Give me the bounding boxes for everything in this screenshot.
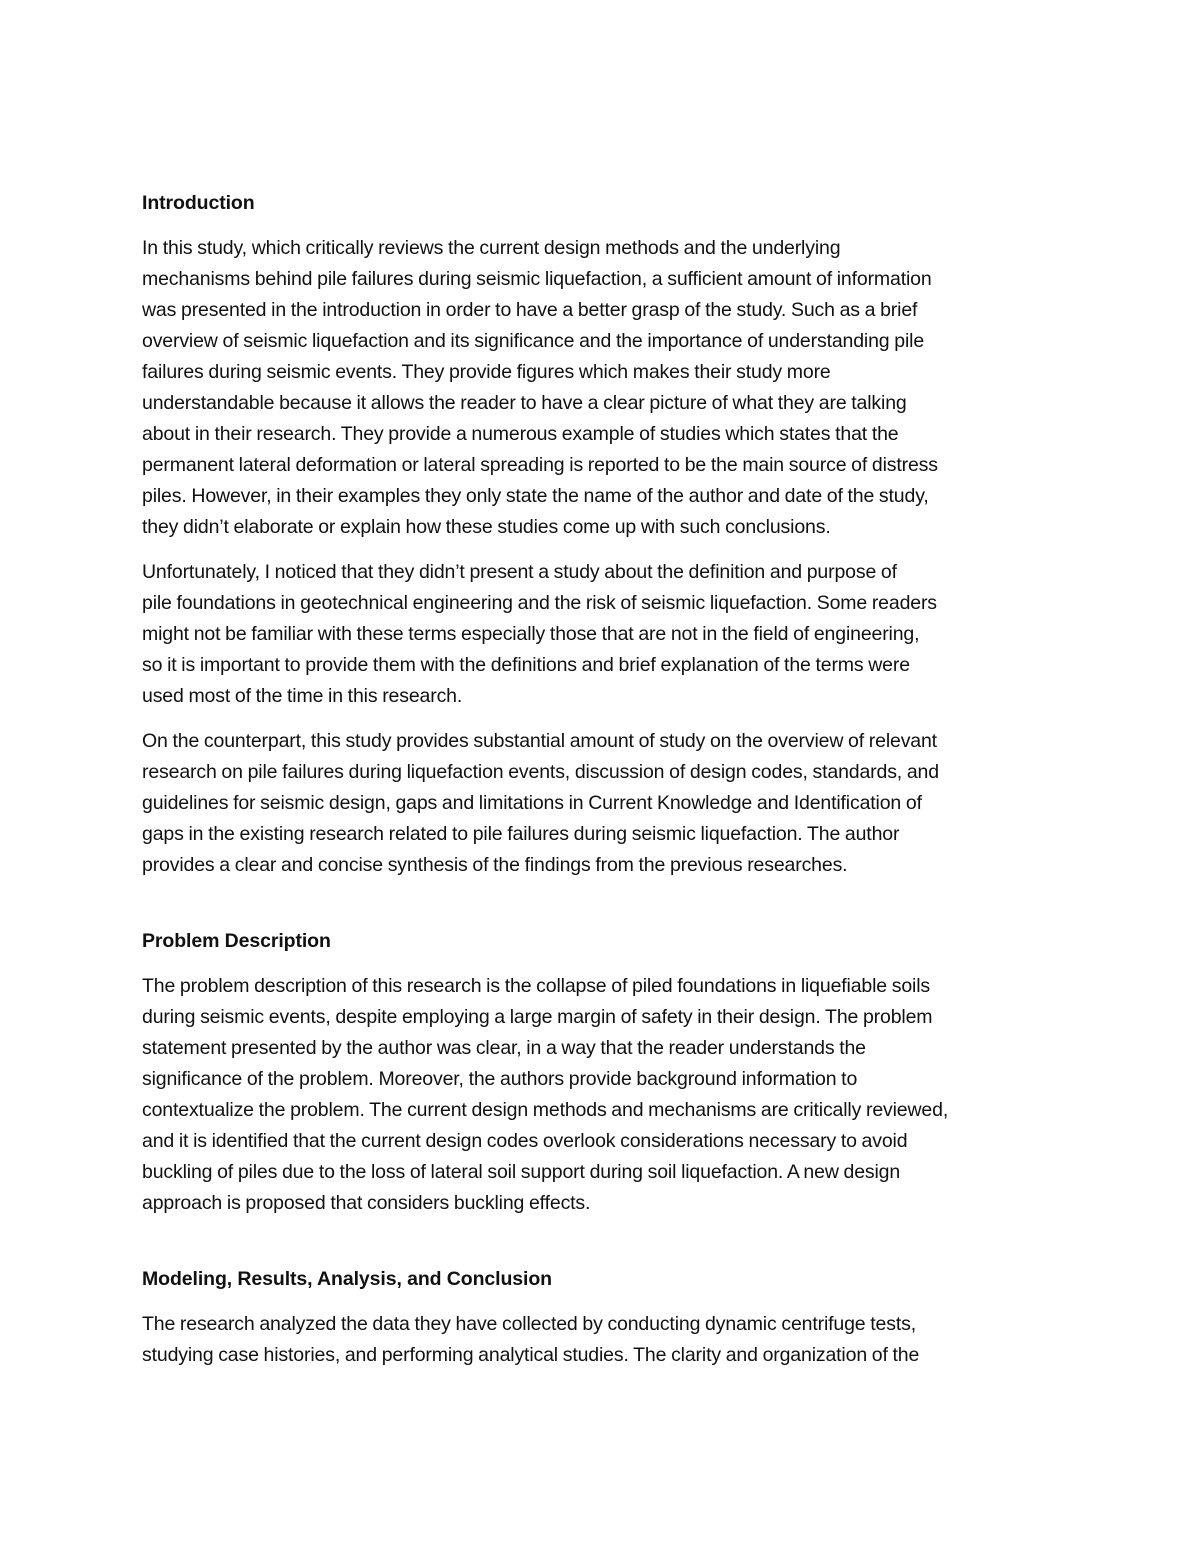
- paragraph: [142, 971, 1072, 1219]
- text-line: pile foundations in geotechnical engineering and the risk of seismic liquefaction. Some readers: [142, 592, 937, 614]
- section-spacer: [142, 1233, 1072, 1264]
- text-line: In this study, which critically reviews the current design methods and the underlying: [142, 237, 841, 259]
- text-line: about in their research. They provide a numerous example of studies which states that the: [142, 423, 899, 445]
- section-problem-description: [142, 926, 1072, 1219]
- text-line: gaps in the existing research related to pile failures during seismic liquefaction. The author: [142, 823, 900, 845]
- section-spacer: [142, 895, 1072, 926]
- text-line: during seismic events, despite employing a large margin of safety in their design. The problem: [142, 1006, 933, 1028]
- paragraph: [142, 726, 1072, 881]
- text-line: piles. However, in their examples they only state the name of the author and date of the study,: [142, 485, 929, 507]
- text-line: mechanisms behind pile failures during seismic liquefaction, a sufficient amount of information: [142, 268, 932, 290]
- text-line: and it is identified that the current design codes overlook considerations necessary to avoid: [142, 1130, 908, 1152]
- section-introduction: [142, 188, 1072, 881]
- text-line: might not be familiar with these terms especially those that are not in the field of engineering,: [142, 623, 920, 645]
- paragraph: [142, 233, 1072, 543]
- paragraph: [142, 557, 1072, 712]
- text-line: studying case histories, and performing analytical studies. The clarity and organization of the: [142, 1344, 920, 1366]
- document-body: [142, 188, 1072, 1385]
- text-line: they didn’t elaborate or explain how these studies come up with such conclusions.: [142, 516, 831, 538]
- text-line: The problem description of this research is the collapse of piled foundations in liquefiable soils: [142, 975, 931, 997]
- text-line: buckling of piles due to the loss of lateral soil support during soil liquefaction. A new design: [142, 1161, 901, 1183]
- section-heading: Problem Description: [142, 930, 331, 952]
- section-heading: Modeling, Results, Analysis, and Conclusion: [142, 1268, 552, 1290]
- text-line: used most of the time in this research.: [142, 685, 463, 707]
- text-line: understandable because it allows the reader to have a clear picture of what they are talking: [142, 392, 907, 414]
- text-line: The research analyzed the data they have collected by conducting dynamic centrifuge tests,: [142, 1313, 916, 1335]
- section-modeling-results: [142, 1264, 1072, 1371]
- text-line: guidelines for seismic design, gaps and limitations in Current Knowledge and Identification of: [142, 792, 922, 814]
- text-line: permanent lateral deformation or lateral spreading is reported to be the main source of distress: [142, 454, 938, 476]
- paragraph: [142, 1309, 1072, 1371]
- text-line: significance of the problem. Moreover, the authors provide background information to: [142, 1068, 858, 1090]
- text-line: research on pile failures during liquefaction events, discussion of design codes, standards, and: [142, 761, 939, 783]
- text-line: statement presented by the author was clear, in a way that the reader understands the: [142, 1037, 866, 1059]
- text-line: was presented in the introduction in order to have a better grasp of the study. Such as a brief: [142, 299, 918, 321]
- text-line: provides a clear and concise synthesis of the findings from the previous researches.: [142, 854, 848, 876]
- section-heading: Introduction: [142, 192, 255, 214]
- text-line: Unfortunately, I noticed that they didn’t present a study about the definition and purpose of: [142, 561, 897, 583]
- text-line: overview of seismic liquefaction and its significance and the importance of understanding pile: [142, 330, 925, 352]
- text-line: contextualize the problem. The current design methods and mechanisms are critically reviewed,: [142, 1099, 949, 1121]
- text-line: On the counterpart, this study provides substantial amount of study on the overview of relevant: [142, 730, 937, 752]
- text-line: approach is proposed that considers buckling effects.: [142, 1192, 591, 1214]
- text-line: so it is important to provide them with the definitions and brief explanation of the terms were: [142, 654, 910, 676]
- text-line: failures during seismic events. They provide figures which makes their study more: [142, 361, 831, 383]
